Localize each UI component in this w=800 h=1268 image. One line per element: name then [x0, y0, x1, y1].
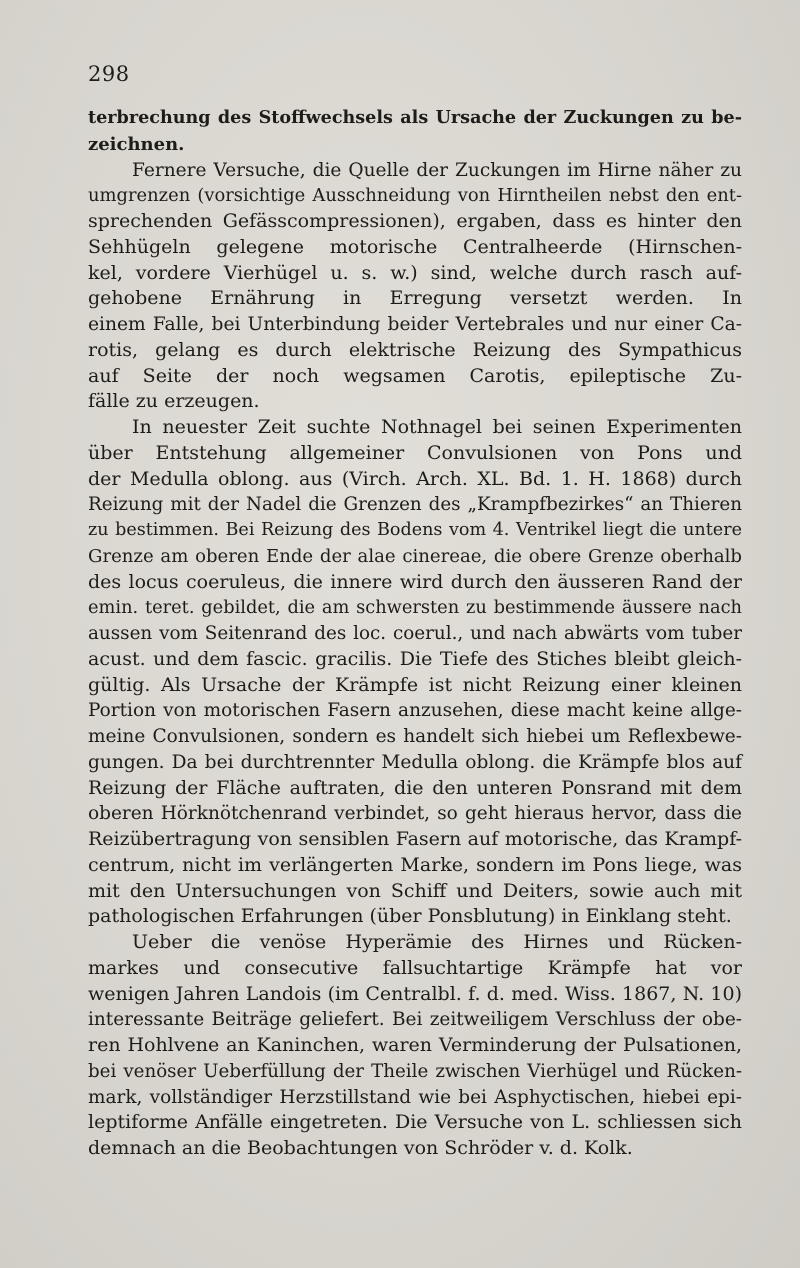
- text-line: Reizung mit der Nadel die Grenzen des „Krampfbezirkes“ an Thieren: [88, 494, 742, 516]
- text-line: interessante Beiträge geliefert. Bei zeitweiligem Verschluss der obe-: [88, 1009, 742, 1031]
- text-line: pathologischen Erfahrungen (über Ponsblutung) in Einklang steht.: [88, 905, 732, 928]
- text-line: Grenze am oberen Ende der alae cinereae, die obere Grenze oberhalb: [88, 545, 742, 567]
- text-line: leptiforme Anfälle eingetreten. Die Versuche von L. schliessen sich: [88, 1111, 742, 1134]
- text-line: centrum, nicht im verlängerten Marke, sondern im Pons liege, was: [88, 853, 742, 876]
- text-line: auf Seite der noch wegsamen Carotis, epileptische Zu-: [88, 364, 742, 387]
- text-line: ren Hohlvene an Kaninchen, waren Verminderung der Pulsationen,: [88, 1034, 742, 1056]
- text-line: zeichnen.: [88, 133, 185, 155]
- text-line: kel, vordere Vierhügel u. s. w.) sind, welche durch rasch auf-: [88, 261, 742, 284]
- text-line: Ueber die venöse Hyperämie des Hirnes und Rücken-: [132, 931, 742, 953]
- text-line: gungen. Da bei durchtrennter Medulla oblong. die Krämpfe blos auf: [88, 751, 742, 773]
- text-line: bei venöser Ueberfüllung der Theile zwischen Vierhügel und Rücken-: [88, 1060, 742, 1082]
- body-text: [88, 106, 742, 1162]
- text-line: mit den Untersuchungen von Schiff und Deiters, sowie auch mit: [88, 879, 742, 902]
- text-line: Fernere Versuche, die Quelle der Zuckungen im Hirne näher zu: [132, 159, 742, 181]
- text-line: fälle zu erzeugen.: [88, 390, 260, 413]
- text-line: zu bestimmen. Bei Reizung des Bodens vom 4. Ventrikel liegt die untere: [88, 520, 742, 540]
- text-line: des locus coeruleus, die innere wird durch den äusseren Rand der: [88, 570, 742, 593]
- text-line: der Medulla oblong. aus (Virch. Arch. XL. Bd. 1. H. 1868) durch: [88, 467, 742, 490]
- text-line: sprechenden Gefässcompressionen), ergaben, dass es hinter den: [88, 210, 742, 232]
- text-line: wenigen Jahren Landois (im Centralbl. f. d. med. Wiss. 1867, N. 10): [88, 982, 742, 1005]
- text-line: In neuester Zeit suchte Nothnagel bei seinen Experimenten: [132, 416, 742, 438]
- text-line: Sehhügeln gelegene motorische Centralheerde (Hirnschen-: [88, 235, 742, 258]
- text-line: demnach an die Beobachtungen von Schröder v. d. Kolk.: [88, 1137, 633, 1159]
- text-line: rotis, gelang es durch elektrische Reizung des Sympathicus: [88, 338, 742, 361]
- text-line: umgrenzen (vorsichtige Ausschneidung von Hirntheilen nebst den ent-: [88, 185, 742, 207]
- text-line: acust. und dem fascic. gracilis. Die Tiefe des Stiches bleibt gleich-: [88, 647, 742, 670]
- text-line: meine Convulsionen, sondern es handelt sich hiebei um Reflexbewe-: [88, 726, 742, 747]
- text-line: Reizübertragung von sensiblen Fasern auf motorische, das Krampf-: [88, 828, 742, 850]
- text-line: Portion von motorischen Fasern anzusehen, diese macht keine allge-: [88, 700, 742, 722]
- text-line: gültig. Als Ursache der Krämpfe ist nicht Reizung einer kleinen: [88, 673, 742, 696]
- text-line: gehobene Ernährung in Erregung versetzt werden. In: [88, 287, 742, 310]
- text-line: emin. teret. gebildet, die am schwersten zu bestimmende äussere nach: [88, 597, 742, 619]
- text-line: markes und consecutive fallsuchtartige Krämpfe hat vor: [88, 956, 742, 979]
- text-line: oberen Hörknötchenrand verbindet, so geht hieraus hervor, dass die: [88, 803, 742, 825]
- text-line: mark, vollständiger Herzstillstand wie bei Asphyctischen, hiebei epi-: [88, 1086, 742, 1108]
- text-line: aussen vom Seitenrand des loc. coerul., und nach abwärts vom tuber: [88, 623, 742, 644]
- text-line: Reizung der Fläche auftraten, die den unteren Ponsrand mit dem: [88, 776, 742, 799]
- text-line: über Entstehung allgemeiner Convulsionen von Pons und: [88, 441, 742, 464]
- text-line: einem Falle, bei Unterbindung beider Vertebrales und nur einer Ca-: [88, 314, 742, 335]
- page-number: 298: [88, 62, 130, 86]
- text-line: terbrechung des Stoffwechsels als Ursache der Zuckungen zu be-: [88, 108, 742, 128]
